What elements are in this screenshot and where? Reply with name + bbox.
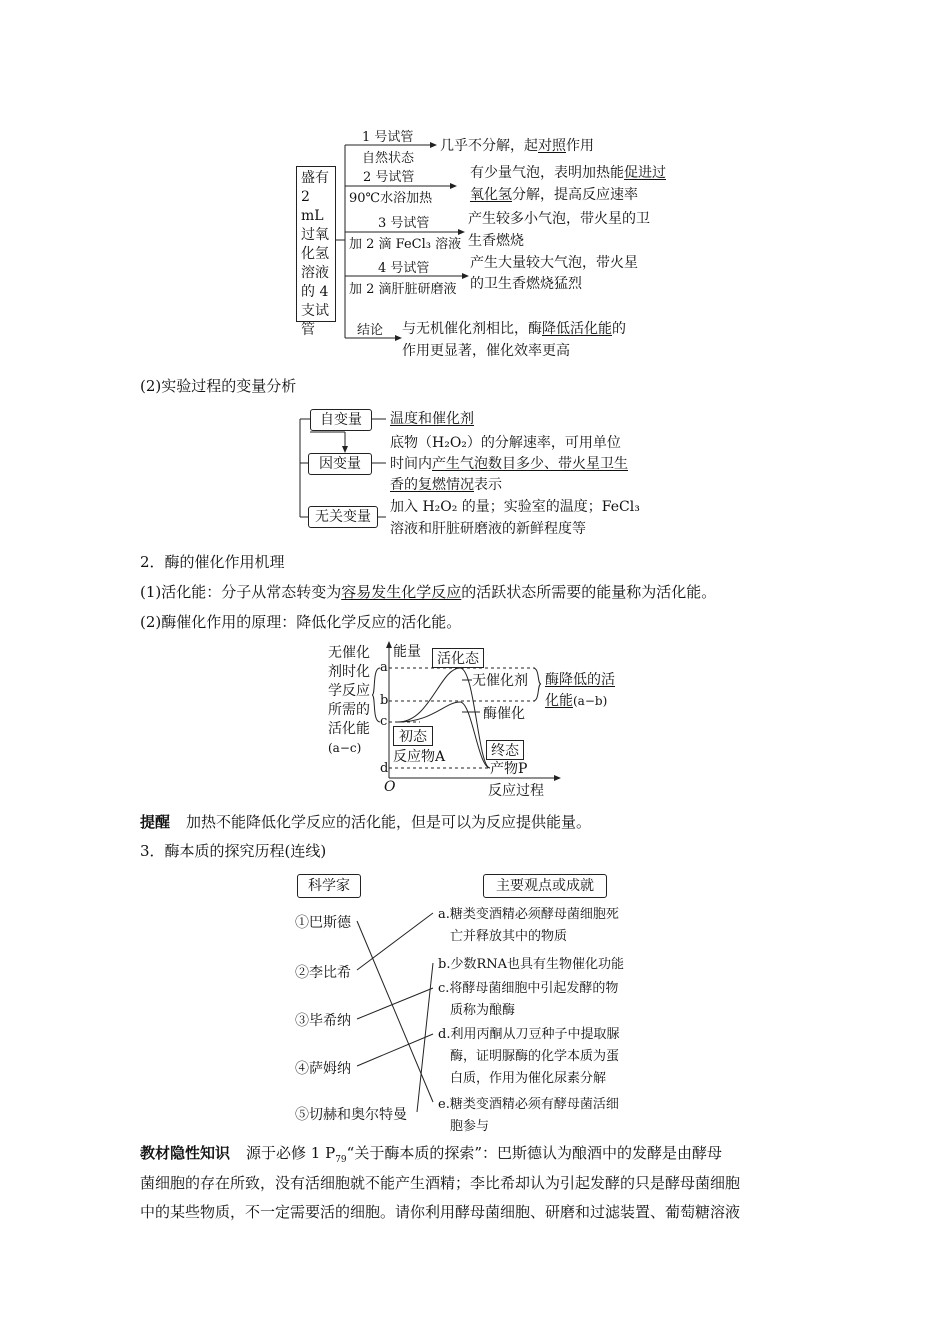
tube4-result-line1: 产生大量较大气泡，带火星 [470,255,638,271]
initial-state-label: 初态 [393,726,433,746]
tube-title-line: 过氧 [301,227,329,243]
process-axis-label: 反应过程 [488,783,544,799]
tick-c: c [380,714,388,729]
independent-variable-label: 自变量 [310,409,372,431]
final-state-label: 终态 [486,740,524,760]
tube3-result-line2: 生香燃烧 [468,233,524,249]
no-catalyst-label: 无催化剂 [472,673,528,689]
view-item: b.少数RNA也具有生物催化功能 [438,957,625,972]
tube2-result-line2: 氧化氢分解，提高反应速率 [470,187,638,203]
scientist-item: ①巴斯德 [295,915,351,931]
scientist-item: ②李比希 [295,965,351,981]
scientist-item: ⑤切赫和奥尔特曼 [295,1107,407,1123]
tick-d: d [380,761,389,776]
energy-axis-label: 能量 [393,644,421,660]
activated-state-label: 活化态 [432,648,484,668]
tube-title-line: 溶液 [301,265,329,281]
irrelevant-variable-line1: 加入 H₂O₂ 的量；实验室的温度；FeCl₃ [390,499,640,515]
reminder-paragraph: 提醒 加热不能降低化学反应的活化能，但是可以为反应提供能量。 [140,813,592,831]
product-label: 产物P [490,761,528,777]
conclusion-label: 结论 [357,323,384,338]
uncatalyzed-energy-note: 无催化 剂时化 学反应 所需的 活化能 (a−c) [328,645,370,755]
conclusion-line2: 作用更显著，催化效率更高 [402,343,570,359]
tube2-result-line1: 有少量气泡，表明加热能促进过 [470,165,666,181]
tube-title-line: 盛有 [301,170,329,186]
view-item: d.利用丙酮从刀豆种子中提取脲 酶，证明脲酶的化学本质为蛋 白质，作用为催化尿素分解 [438,1027,620,1086]
dependent-variable-line1: 底物（H₂O₂）的分解速率，可用单位 [390,435,621,451]
hidden-knowledge-line3: 中的某些物质，不一定需要活的细胞。请你利用酵母菌细胞、研磨和过滤装置、葡萄糖溶液 [140,1203,741,1221]
lowered-energy-note: 酶降低的活 化能(a−b) [545,672,615,709]
tube-title-line: 2 mL [301,189,324,224]
view-item: a.糖类变酒精必须酵母菌细胞死 亡并释放其中的物质 [438,907,619,944]
origin-label: O [384,779,396,795]
section3-title: 3．酶本质的探究历程(连线) [140,842,327,860]
tube2-condition: 90℃水浴加热 [349,191,433,206]
tick-b: b [380,693,389,708]
section-variable-title: (2)实验过程的变量分析 [140,377,297,395]
tube-title-line: 管 [301,322,315,338]
tube1-condition: 自然状态 [362,151,415,166]
enzyme-catalysis-label: 酶催化 [483,706,525,722]
tube1-label: 1 号试管 [362,130,414,145]
scientist-header: 科学家 [297,874,361,898]
tube4-condition: 加 2 滴肝脏研磨液 [349,282,457,297]
independent-variable-text: 温度和催化剂 [390,411,474,427]
activation-energy-paragraph: (1)活化能：分子从常态转变为容易发生化学反应的活跃状态所需要的能量称为活化能。 [140,583,717,601]
hidden-knowledge-line2: 菌细胞的存在所致，没有活细胞就不能产生酒精；李比希却认为引起发酵的只是酵母菌细胞 [140,1174,741,1192]
irrelevant-variable-label: 无关变量 [308,506,378,528]
tube3-condition: 加 2 滴 FeCl₃ 溶液 [349,237,462,252]
tube-title-line: 化氢 [301,246,329,262]
tube-title-line: 支试 [301,303,329,319]
conclusion-line1: 与无机催化剂相比，酶降低活化能的 [402,321,626,337]
views-header: 主要观点或成就 [483,874,607,898]
scientist-item: ④萨姆纳 [295,1061,351,1077]
view-item: c.将酵母菌细胞中引起发酵的物 质称为酿酶 [438,981,619,1018]
tube2-label: 2 号试管 [363,170,415,185]
tube4-label: 4 号试管 [378,261,430,276]
view-item: e.糖类变酒精必须有酵母菌活细 胞参与 [438,1097,619,1134]
tube3-result-line1: 产生较多小气泡，带火星的卫 [468,211,650,227]
dependent-variable-label: 因变量 [308,453,372,475]
tick-a: a [380,660,388,675]
dependent-variable-line2: 时间内产生气泡数目多少、带火星卫生 [390,456,628,472]
scientist-item: ③毕希纳 [295,1013,351,1029]
tube-title-line: 的 4 [301,284,329,300]
hidden-knowledge-line1: 教材隐性知识 源于必修 1 $P_{79}“$关于酶本质的探索”：巴斯德认为酿酒中的发酵是由酵母 [140,1144,722,1165]
section2-title: 2．酶的催化作用机理 [140,553,285,571]
tube3-label: 3 号试管 [378,216,430,231]
tube4-result-line2: 的卫生香燃烧猛烈 [470,276,582,292]
dependent-variable-line3: 香的复燃情况表示 [390,477,502,493]
reactant-label: 反应物A [393,749,446,765]
enzyme-principle-paragraph: (2)酶催化作用的原理：降低化学反应的活化能。 [140,613,462,631]
tube1-result: 几乎不分解，起对照作用 [440,138,594,154]
irrelevant-variable-line2: 溶液和肝脏研磨液的新鲜程度等 [390,521,586,537]
